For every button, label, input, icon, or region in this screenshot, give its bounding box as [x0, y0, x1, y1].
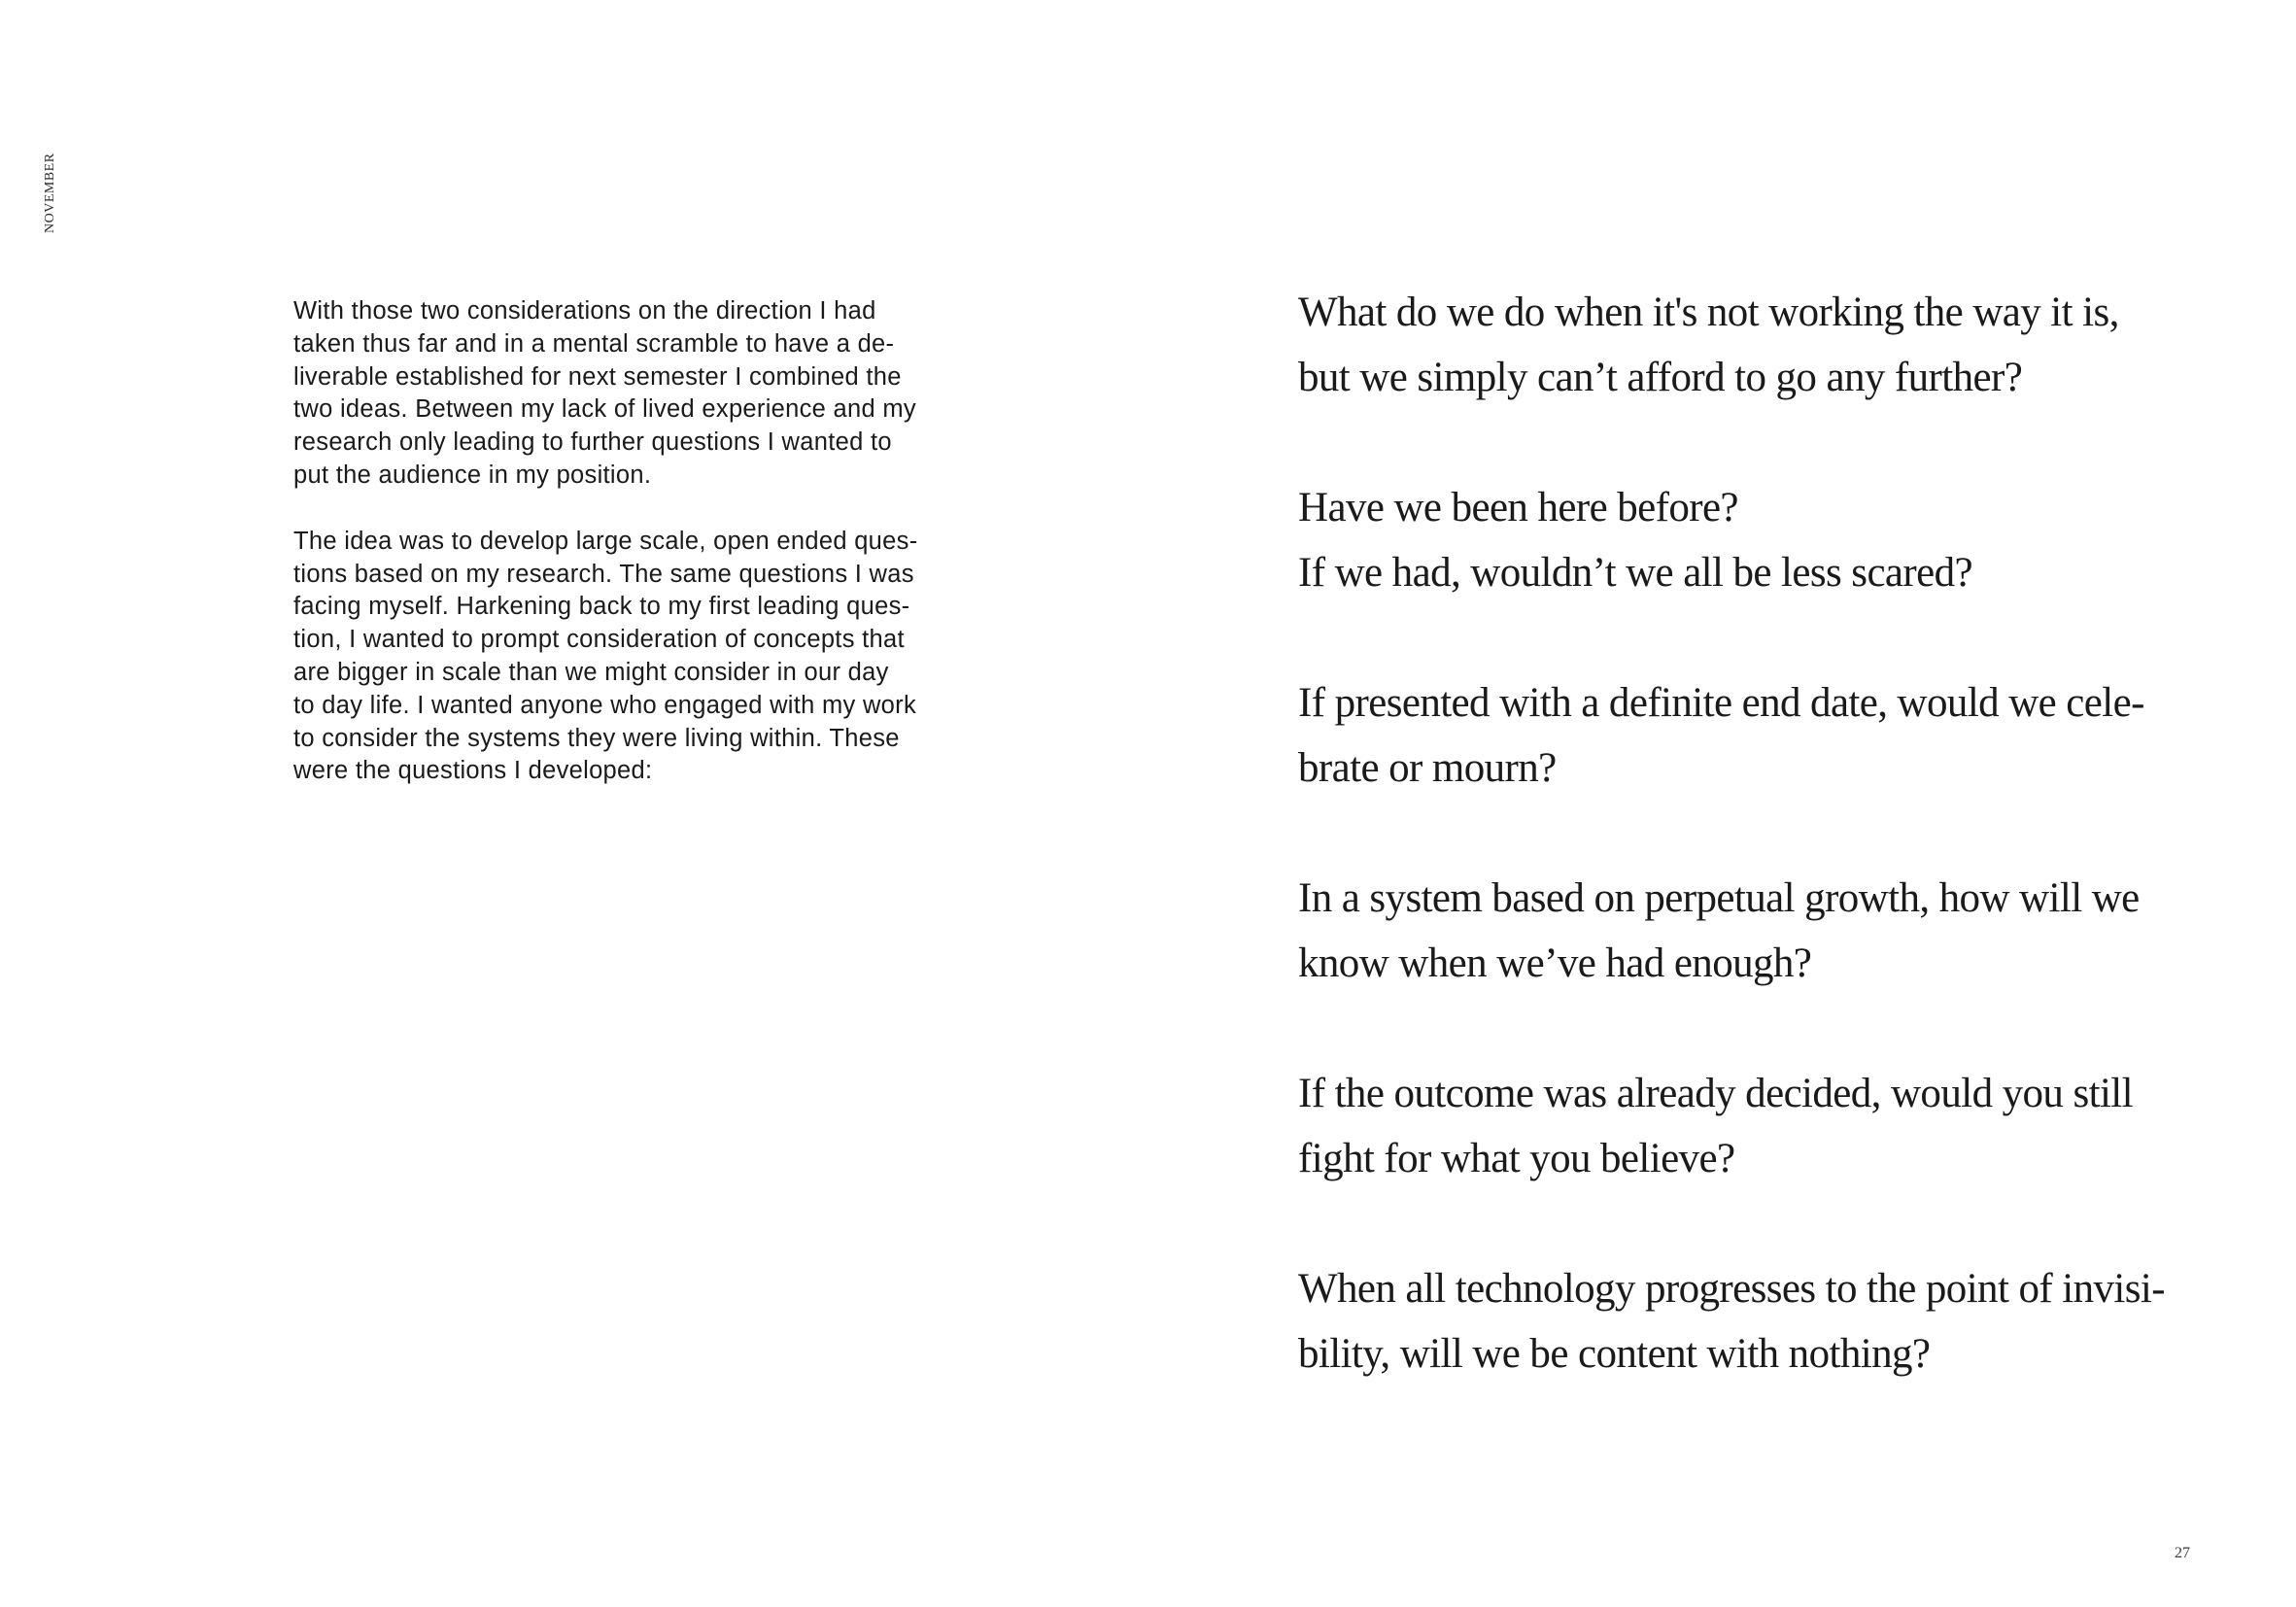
text-line: tion, I wanted to prompt consideration of concepts that — [293, 626, 905, 654]
paragraph — [293, 295, 1012, 493]
question-line: What do we do when it's not working the way it is, — [1298, 290, 2119, 335]
question-list — [1298, 280, 2211, 1386]
text-line: to day life. I wanted anyone who engaged with my work — [293, 691, 917, 719]
question-line: Have we been here before? — [1298, 485, 1738, 530]
question — [1298, 1256, 2211, 1386]
question-line: brate or mourn? — [1298, 745, 1557, 791]
question-line: When all technology progresses to the point of invisi- — [1298, 1266, 2165, 1312]
question-line: bility, will we be content with nothing? — [1298, 1331, 1931, 1377]
question-line: If presented with a definite end date, would we cele- — [1298, 680, 2144, 726]
text-line: taken thus far and in a mental scramble to have a de- — [293, 329, 895, 358]
text-line: liverable established for next semester I combined the — [293, 362, 902, 391]
text-line: research only leading to further questions I wanted to — [293, 428, 892, 457]
text-line: tions based on my research. The same questions I was — [293, 560, 914, 588]
question-line: If the outcome was already decided, would you still — [1298, 1071, 2134, 1116]
question-line: but we simply can’t afford to go any further? — [1298, 355, 2023, 400]
text-line: facing myself. Harkening back to my first leading ques- — [293, 593, 910, 621]
question — [1298, 1061, 2211, 1191]
question-line: If we had, wouldn’t we all be less scared? — [1298, 550, 1973, 596]
question-line: In a system based on perpetual growth, how will we — [1298, 875, 2140, 921]
body-text — [293, 295, 1012, 788]
question — [1298, 280, 2211, 410]
running-head: NOVEMBER — [43, 153, 57, 233]
question — [1298, 866, 2211, 996]
question — [1298, 475, 2211, 605]
question — [1298, 670, 2211, 801]
question-line: know when we’ve had enough? — [1298, 940, 1812, 986]
text-line: two ideas. Between my lack of lived experience and my — [293, 395, 916, 424]
text-line: are bigger in scale than we might consider in our day — [293, 658, 889, 686]
question-line: fight for what you believe? — [1298, 1136, 1735, 1181]
page-number: 27 — [2175, 1545, 2190, 1561]
paragraph — [293, 526, 1012, 788]
text-line: With those two considerations on the direction I had — [293, 297, 876, 325]
text-line: were the questions I developed: — [293, 757, 653, 785]
text-line: put the audience in my position. — [293, 461, 652, 489]
text-line: to consider the systems they were living within. These — [293, 724, 900, 752]
text-line: The idea was to develop large scale, open ended ques- — [293, 527, 918, 555]
